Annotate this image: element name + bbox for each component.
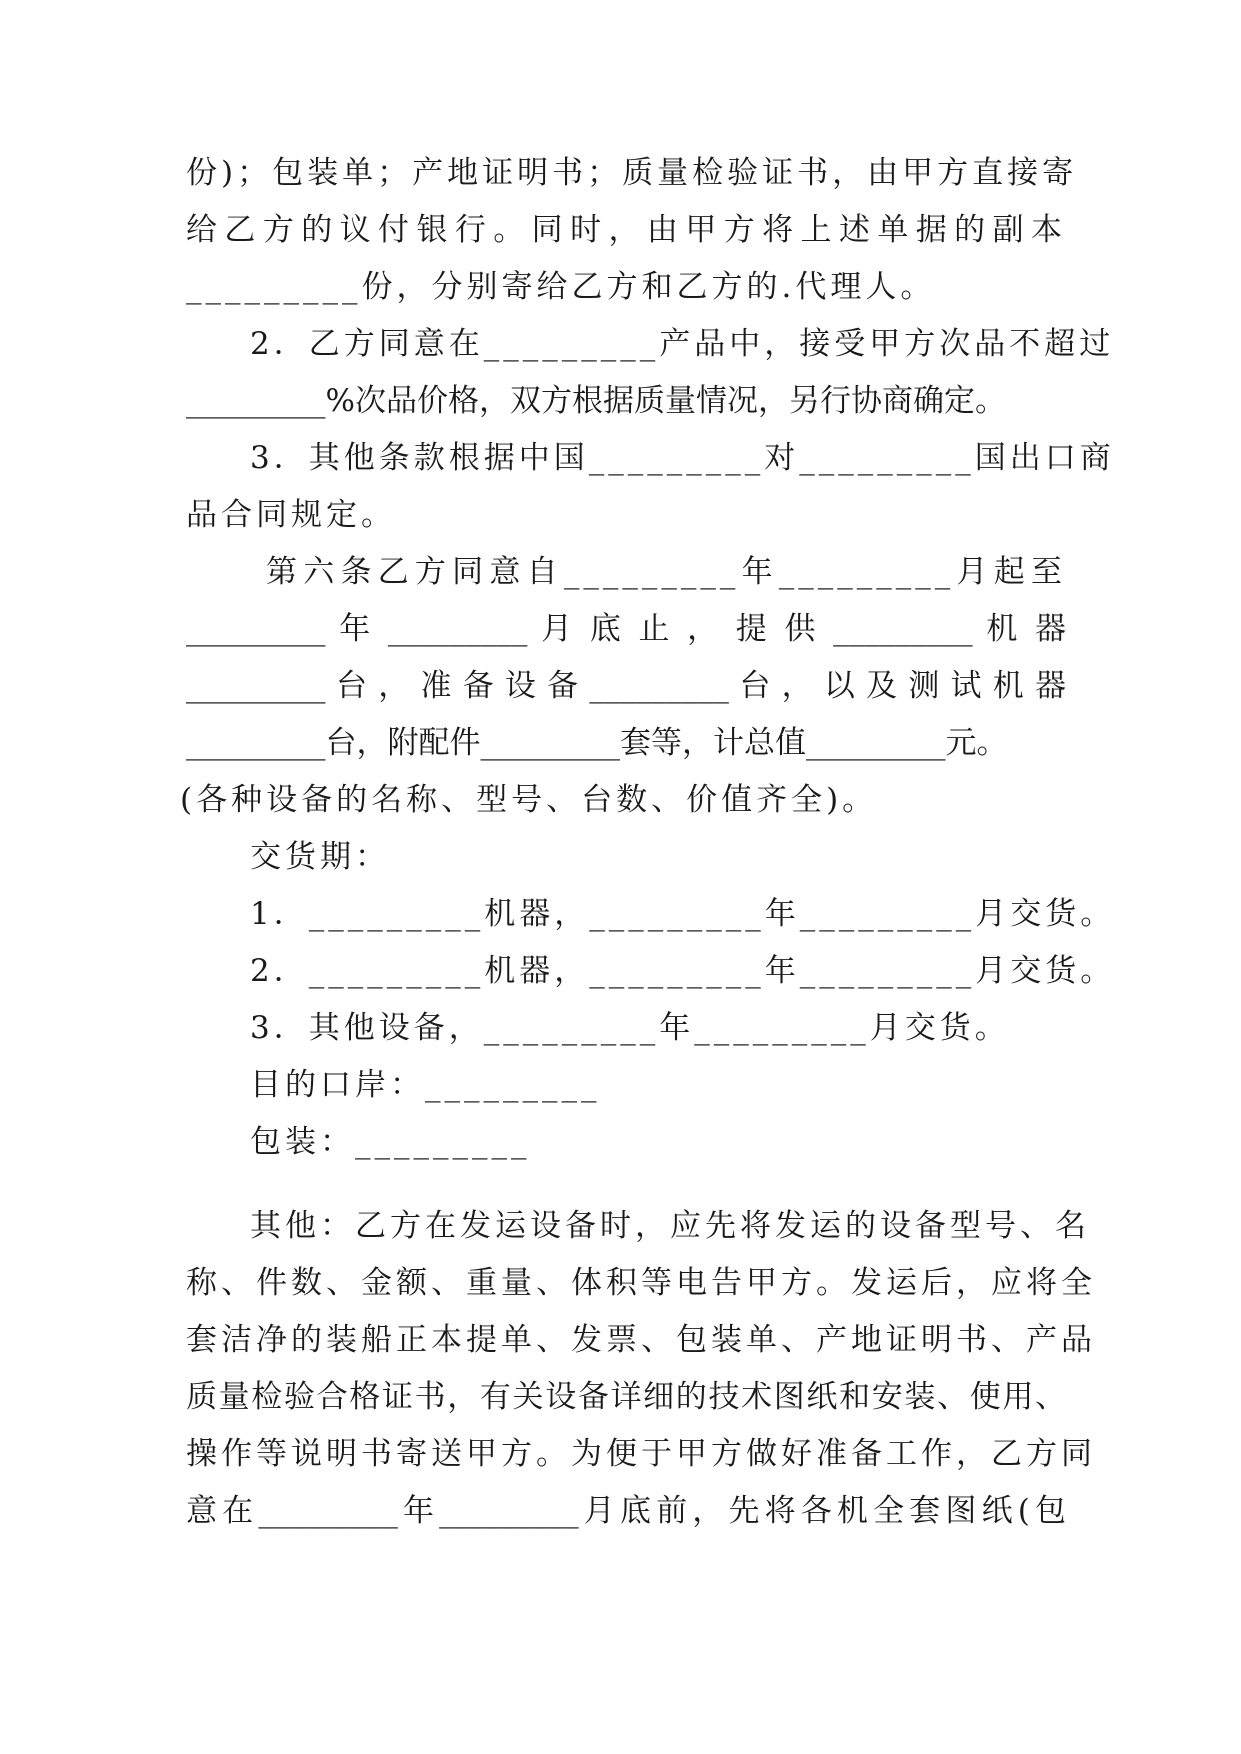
paragraph-line: 品合同规定。 bbox=[186, 497, 396, 533]
paragraph-line: 目的口岸：_________ bbox=[250, 1067, 601, 1103]
paragraph-line: _________ 台 ， 准 备 设 备 _________ 台 ， 以 及 测 试 机 器 bbox=[186, 668, 1066, 704]
paragraph-line: 称、件数、金额、重量、体积等电告甲方。发运后，应将全 bbox=[186, 1265, 1096, 1301]
paragraph-line: (各种设备的名称、型号、台数、价值齐全)。 bbox=[180, 782, 878, 818]
paragraph-line: 3．其他设备，_________年_________月交货。 bbox=[250, 1010, 1010, 1046]
paragraph-line: _________ 年 _________ 月 底 止 ， 提 供 _________ 机 器 bbox=[186, 611, 1066, 647]
paragraph-line: 套洁净的装船正本提单、发票、包装单、产地证明书、产品 bbox=[186, 1322, 1096, 1358]
paragraph-line: 1．_________机器，_________年_________月交货。 bbox=[250, 896, 1116, 932]
paragraph-line: _________%次品价格，双方根据质量情况，另行协商确定。 bbox=[186, 383, 1006, 419]
paragraph-line: 2．_________机器，_________年_________月交货。 bbox=[250, 953, 1116, 989]
paragraph-line: 份)；包装单；产地证明书；质量检验证书，由甲方直接寄 bbox=[186, 155, 1078, 191]
paragraph-line: 给乙方的议付银行。同时，由甲方将上述单据的副本 bbox=[186, 212, 1066, 248]
paragraph-line: 3．其他条款根据中国_________对_________国出口商 bbox=[250, 440, 1115, 476]
paragraph-line: 包装：_________ bbox=[250, 1124, 531, 1160]
paragraph-line: 质量检验合格证书，有关设备详细的技术图纸和安装、使用、 bbox=[186, 1379, 1066, 1415]
paragraph-line: 其他：乙方在发运设备时，应先将发运的设备型号、名 bbox=[250, 1208, 1090, 1244]
paragraph-line: 第六条乙方同意自_________年_________月起至 bbox=[266, 554, 1066, 590]
paragraph-line: 2．乙方同意在_________产品中，接受甲方次品不超过 bbox=[250, 326, 1115, 362]
paragraph-line: 操作等说明书寄送甲方。为便于甲方做好准备工作，乙方同 bbox=[186, 1436, 1096, 1472]
paragraph-line: 意在_________年_________月底前，先将各机全套图纸(包 bbox=[186, 1493, 1066, 1529]
paragraph-line: _________份，分别寄给乙方和乙方的.代理人。 bbox=[186, 269, 936, 305]
paragraph-line: _________台，附配件_________套等，计总值_________元。 bbox=[186, 725, 1008, 761]
paragraph-line: 交货期： bbox=[250, 839, 390, 875]
